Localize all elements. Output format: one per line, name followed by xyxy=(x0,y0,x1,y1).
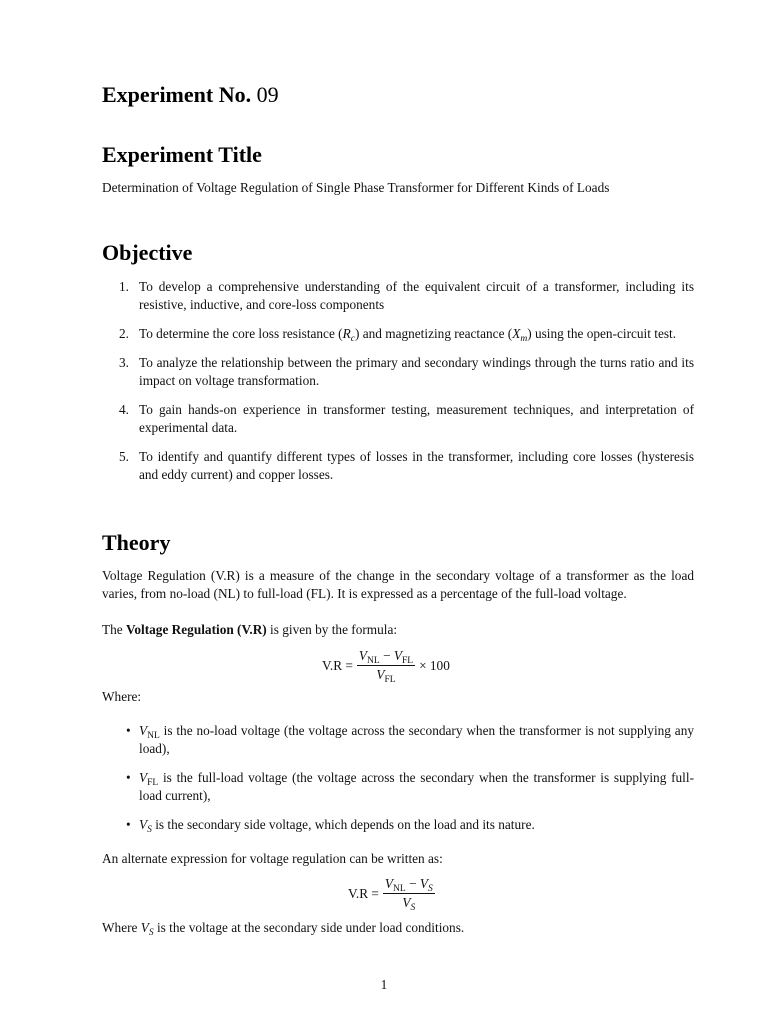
xm-subscript: m xyxy=(520,334,528,344)
objective-item-text: To develop a comprehensive understanding of the equivalent circuit of a transformer, including its resistive, inductive, and core-loss components xyxy=(139,279,694,312)
objective-heading: Objective xyxy=(102,240,193,265)
objective-list xyxy=(102,278,694,495)
formula-numerator xyxy=(383,876,435,894)
bullet-icon: • xyxy=(126,817,131,832)
experiment-number-heading xyxy=(102,82,279,108)
objective-item xyxy=(102,448,694,484)
nl-subscript: NL xyxy=(393,884,406,894)
formula-intro-pre: The xyxy=(102,622,126,637)
v-symbol: V xyxy=(419,876,428,891)
definition-text: is the secondary side voltage, which depends on the load and its nature. xyxy=(151,817,535,832)
fl-subscript: FL xyxy=(401,656,414,666)
alternate-where-text xyxy=(102,920,464,936)
theory-heading: Theory xyxy=(102,530,171,555)
definition-item xyxy=(102,816,694,834)
objective-item xyxy=(102,325,694,343)
formula-numerator xyxy=(357,648,415,666)
where2-post: is the voltage at the secondary side under load conditions. xyxy=(153,920,465,935)
theory-paragraph: Voltage Regulation (V.R) is a measure of the change in the secondary voltage of a transformer as the load varies, from no-load (NL) to full-load (FL). It is expressed as a percentage of the full-load voltage. xyxy=(102,568,694,601)
v-symbol: V xyxy=(384,876,394,891)
definition-list xyxy=(102,722,694,845)
nl-subscript: NL xyxy=(147,731,160,741)
alternate-expression-intro: An alternate expression for voltage regulation can be written as: xyxy=(102,851,443,866)
where-label: Where: xyxy=(102,689,142,704)
objective-item-text: To identify and quantify different types of losses in the transformer, including core losses (hysteresis and eddy current) and copper losses. xyxy=(139,449,694,482)
experiment-number: 09 xyxy=(256,82,279,107)
page-number: 1 xyxy=(380,977,388,992)
voltage-regulation-formula xyxy=(322,648,450,683)
objective-item xyxy=(102,278,694,314)
objective-item-text-post: ) using the open-circuit test. xyxy=(527,326,677,341)
v-symbol: V xyxy=(358,648,368,663)
v-symbol: V xyxy=(402,895,411,910)
objective-item-text: To analyze the relationship between the primary and secondary windings through the turns ratio and its impact on voltage transformation. xyxy=(139,355,694,388)
where2-pre: Where xyxy=(102,920,141,935)
objective-item xyxy=(102,354,694,390)
objective-item-number: 4. xyxy=(119,402,129,417)
objective-item-number: 3. xyxy=(119,355,129,370)
formula-lhs: V.R = xyxy=(322,657,353,673)
fl-subscript: FL xyxy=(384,675,396,685)
s-subscript: S xyxy=(410,903,416,913)
formula-times-100: × 100 xyxy=(419,657,450,673)
v-symbol: V xyxy=(139,770,148,785)
experiment-label: Experiment No. xyxy=(102,82,252,107)
minus-sign: − xyxy=(405,876,420,891)
bullet-icon: • xyxy=(126,770,131,785)
fl-subscript: FL xyxy=(147,778,159,788)
definition-item xyxy=(102,722,694,758)
alternate-formula xyxy=(348,876,439,911)
s-subscript: S xyxy=(427,884,433,894)
objective-item-number: 2. xyxy=(119,326,129,341)
v-symbol: V xyxy=(376,667,385,682)
formula-lhs: V.R = xyxy=(348,885,379,901)
nl-subscript: NL xyxy=(367,656,380,666)
v-symbol: V xyxy=(393,648,402,663)
v-symbol: V xyxy=(139,817,148,832)
bullet-icon: • xyxy=(126,723,131,738)
objective-item-text: To gain hands-on experience in transformer testing, measurement techniques, and interpretation of experimental data. xyxy=(139,402,694,435)
definition-text: is the full-load voltage (the voltage across the secondary when the transformer is supplying full-load current), xyxy=(139,770,694,803)
definition-text: is the no-load voltage (the voltage across the secondary when the transformer is not supplying any load), xyxy=(139,723,694,756)
definition-item xyxy=(102,769,694,805)
formula-intro-post: is given by the formula: xyxy=(266,622,398,637)
objective-item-text-mid: ) and magnetizing reactance ( xyxy=(354,326,513,341)
formula-intro xyxy=(102,621,397,639)
formula-fraction xyxy=(357,648,415,683)
minus-sign: − xyxy=(379,648,394,663)
v-symbol: V xyxy=(139,723,148,738)
v-symbol: V xyxy=(140,920,149,935)
experiment-title-text: Determination of Voltage Regulation of Single Phase Transformer for Different Kinds of Loads xyxy=(102,180,610,195)
formula-denominator xyxy=(402,894,415,911)
rc-subscript: c xyxy=(350,334,355,344)
formula-fraction xyxy=(383,876,435,911)
s-subscript: S xyxy=(148,928,154,938)
rc-symbol: R xyxy=(342,326,351,341)
objective-item-number: 1. xyxy=(119,279,129,294)
formula-denominator xyxy=(376,666,395,683)
xm-symbol: X xyxy=(512,326,521,341)
objective-item-text-pre: To determine the core loss resistance ( xyxy=(139,326,343,341)
formula-intro-bold: Voltage Regulation (V.R) xyxy=(126,622,267,637)
objective-item-number: 5. xyxy=(119,449,129,464)
objective-item xyxy=(102,401,694,437)
experiment-title-heading: Experiment Title xyxy=(102,142,262,167)
s-subscript: S xyxy=(147,825,152,835)
